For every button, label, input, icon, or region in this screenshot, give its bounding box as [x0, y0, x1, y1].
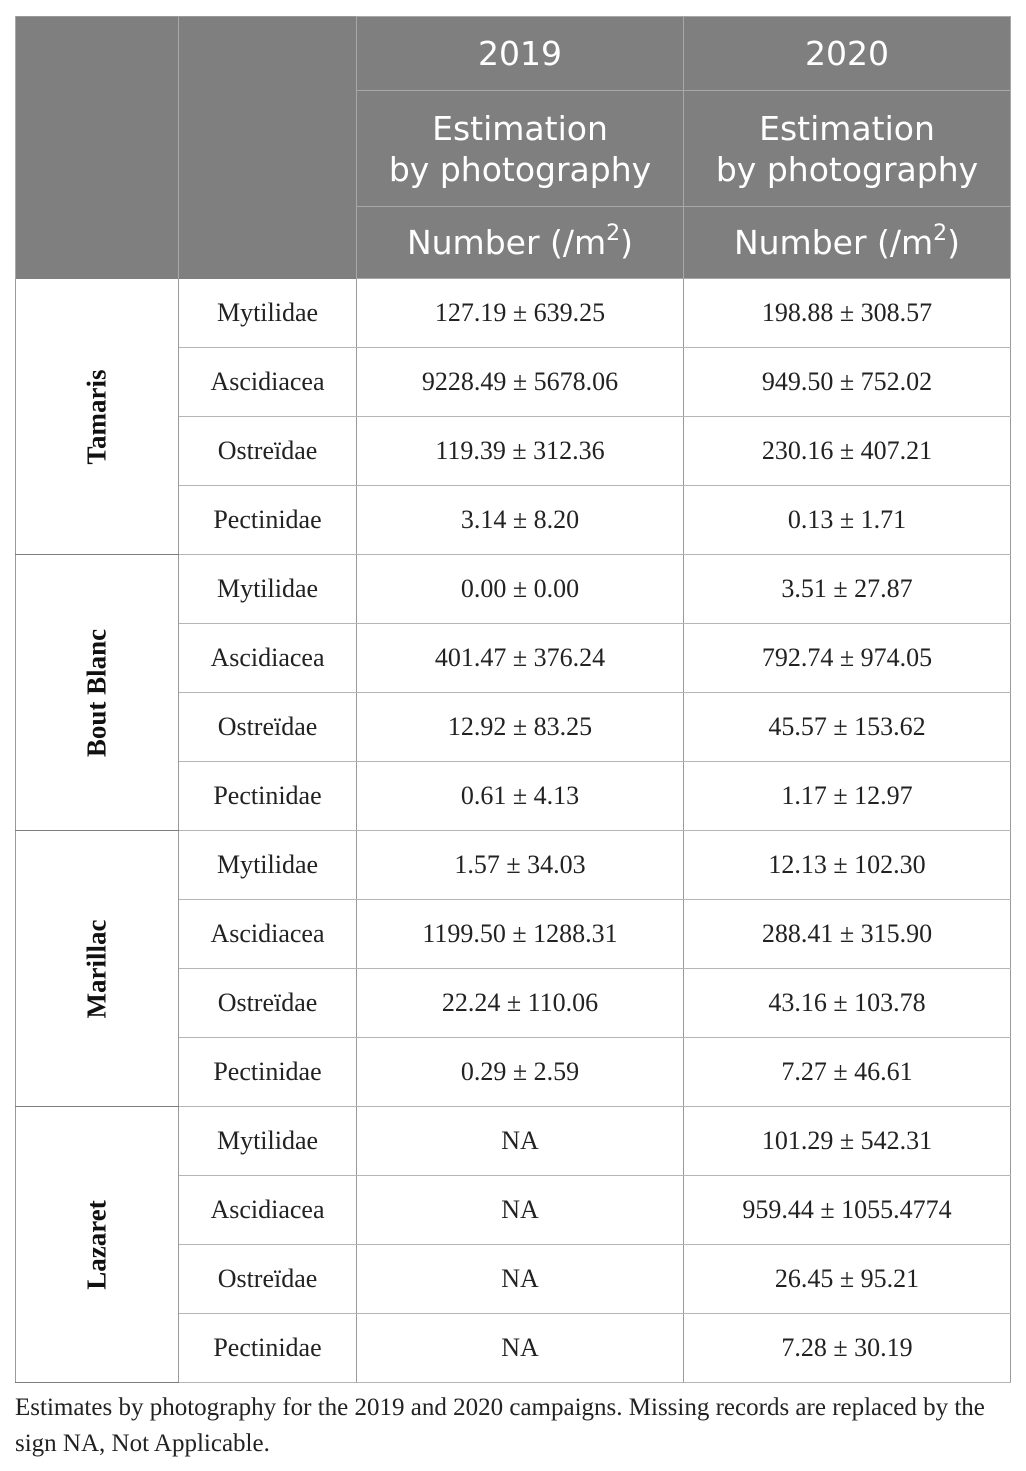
value-2019-cell: 1.57 ± 34.03: [357, 831, 684, 900]
taxon-cell: Ascidiacea: [179, 348, 357, 417]
value-2020-cell: 26.45 ± 95.21: [684, 1245, 1011, 1314]
method-line1: Estimation: [759, 108, 935, 148]
header-method-2020: [684, 91, 1011, 207]
unit-superscript: 2: [933, 221, 948, 246]
table-header: [16, 17, 1011, 279]
value-2019-cell: 22.24 ± 110.06: [357, 969, 684, 1038]
unit-superscript: 2: [606, 221, 621, 246]
value-2019-cell: 0.61 ± 4.13: [357, 762, 684, 831]
value-2020-cell: 101.29 ± 542.31: [684, 1107, 1011, 1176]
taxon-cell: Ostreïdae: [179, 969, 357, 1038]
site-cell: [16, 831, 179, 1107]
value-2020-cell: 198.88 ± 308.57: [684, 279, 1011, 348]
value-2020-cell: 959.44 ± 1055.4774: [684, 1176, 1011, 1245]
value-2019-cell: NA: [357, 1107, 684, 1176]
value-2019-cell: NA: [357, 1314, 684, 1383]
value-2019-cell: 1199.50 ± 1288.31: [357, 900, 684, 969]
value-2020-cell: 288.41 ± 315.90: [684, 900, 1011, 969]
site-label: Tamaris: [81, 368, 112, 465]
taxon-cell: Ascidiacea: [179, 1176, 357, 1245]
value-2019-cell: 0.00 ± 0.00: [357, 555, 684, 624]
header-blank-taxon: [179, 17, 357, 279]
header-year-2020: 2020: [684, 17, 1011, 91]
value-2019-cell: 0.29 ± 2.59: [357, 1038, 684, 1107]
table-row: [16, 831, 1011, 900]
site-label: Bout Blanc: [81, 628, 112, 757]
taxon-cell: Pectinidae: [179, 486, 357, 555]
taxon-cell: Ostreïdae: [179, 417, 357, 486]
table-body: [16, 279, 1011, 1383]
value-2020-cell: 7.28 ± 30.19: [684, 1314, 1011, 1383]
header-blank-site: [16, 17, 179, 279]
value-2020-cell: 45.57 ± 153.62: [684, 693, 1011, 762]
method-line2: by photography: [388, 149, 652, 189]
site-cell: [16, 279, 179, 555]
value-2019-cell: 12.92 ± 83.25: [357, 693, 684, 762]
taxon-cell: Ostreïdae: [179, 693, 357, 762]
table-row: [16, 555, 1011, 624]
taxon-cell: Pectinidae: [179, 1314, 357, 1383]
value-2020-cell: 3.51 ± 27.87: [684, 555, 1011, 624]
taxon-cell: Pectinidae: [179, 762, 357, 831]
value-2020-cell: 792.74 ± 974.05: [684, 624, 1011, 693]
header-unit-2019: [357, 207, 684, 279]
header-unit-2020: [684, 207, 1011, 279]
table-row: [16, 1107, 1011, 1176]
taxon-cell: Ostreïdae: [179, 1245, 357, 1314]
taxon-cell: Ascidiacea: [179, 900, 357, 969]
taxon-cell: Ascidiacea: [179, 624, 357, 693]
results-table: [15, 16, 1011, 1383]
taxon-cell: Mytilidae: [179, 279, 357, 348]
value-2020-cell: 0.13 ± 1.71: [684, 486, 1011, 555]
taxon-cell: Mytilidae: [179, 831, 357, 900]
site-label: Lazaret: [81, 1199, 112, 1290]
value-2019-cell: 3.14 ± 8.20: [357, 486, 684, 555]
value-2020-cell: 7.27 ± 46.61: [684, 1038, 1011, 1107]
header-method-2019: [357, 91, 684, 207]
value-2020-cell: 949.50 ± 752.02: [684, 348, 1011, 417]
taxon-cell: Mytilidae: [179, 555, 357, 624]
table-row: [16, 279, 1011, 348]
site-label: Marillac: [81, 919, 112, 1018]
taxon-cell: Pectinidae: [179, 1038, 357, 1107]
header-row-years: [16, 17, 1011, 91]
table-caption: Estimates by photography for the 2019 and 2020 campaigns. Missing records are replaced by the sign NA, Not Applicable.: [15, 1394, 985, 1457]
value-2019-cell: 401.47 ± 376.24: [357, 624, 684, 693]
header-year-2019: 2019: [357, 17, 684, 91]
unit-suffix: ): [620, 223, 634, 262]
value-2020-cell: 230.16 ± 407.21: [684, 417, 1011, 486]
method-line1: Estimation: [432, 108, 608, 148]
value-2019-cell: NA: [357, 1245, 684, 1314]
value-2020-cell: 43.16 ± 103.78: [684, 969, 1011, 1038]
value-2020-cell: 12.13 ± 102.30: [684, 831, 1011, 900]
value-2019-cell: 127.19 ± 639.25: [357, 279, 684, 348]
value-2019-cell: 119.39 ± 312.36: [357, 417, 684, 486]
taxon-cell: Mytilidae: [179, 1107, 357, 1176]
site-cell: [16, 555, 179, 831]
value-2020-cell: 1.17 ± 12.97: [684, 762, 1011, 831]
site-cell: [16, 1107, 179, 1383]
method-line2: by photography: [715, 149, 979, 189]
unit-prefix: Number (/m: [406, 223, 607, 262]
unit-prefix: Number (/m: [733, 223, 934, 262]
value-2019-cell: 9228.49 ± 5678.06: [357, 348, 684, 417]
unit-suffix: ): [947, 223, 961, 262]
value-2019-cell: NA: [357, 1176, 684, 1245]
